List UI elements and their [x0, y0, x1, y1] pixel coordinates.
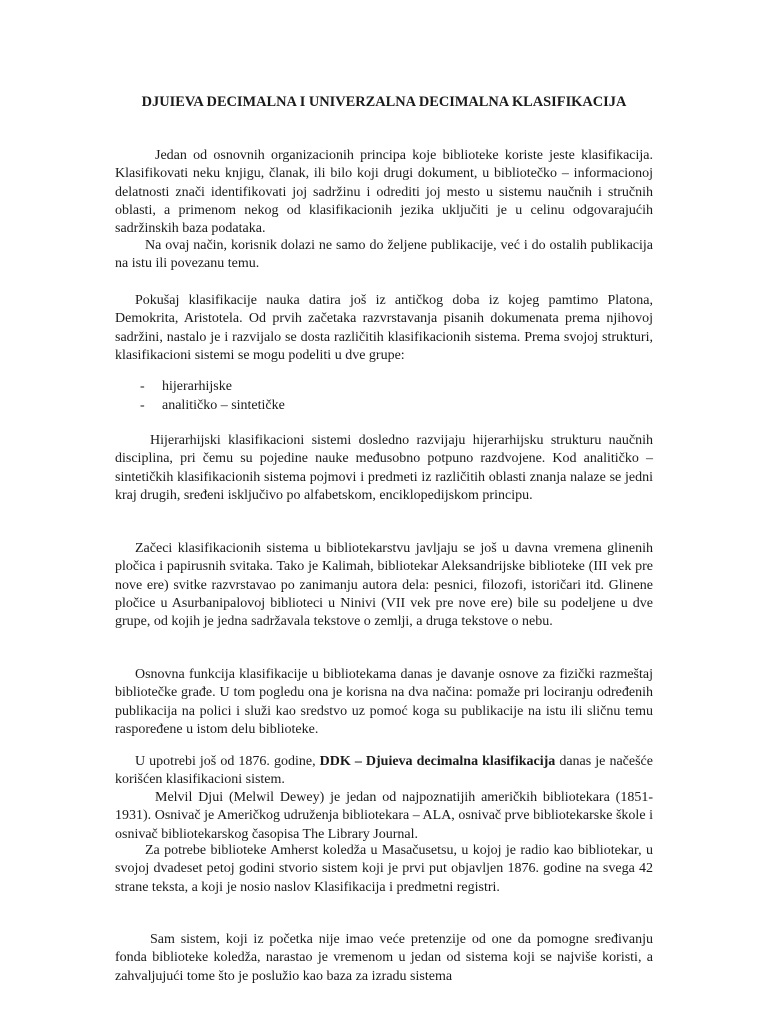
list-item: - hijerarhijske: [140, 379, 232, 394]
paragraph-history: Pokušaj klasifikacije nauka datira još iz antičkog doba iz kojeg pamtimo Platona, Demokrita, Aristotela. Od prvih začetaka razvrstavanja pisanih dokumenata prema njihovoj sadržini, nastalo je i razvijalo se dosta različitih klasifikacionih sistema. Prema svojoj strukturi, klasifikacioni sistemi se mogu podeliti u dve grupe:: [115, 293, 653, 363]
paragraph-amherst: Za potrebe biblioteke Amherst koledža u Masačusetsu, u kojoj je radio kao bibliotekar, u svojoj dvadeset petoj godini stvorio sistem koji je prvi put objavljen 1876. godine na svega 42 strane teksta, a koji je nosio naslov Klasifikacija i predmetni registri.: [115, 843, 653, 895]
document-title: DJUIEVA DECIMALNA I UNIVERZALNA DECIMALNA KLASIFIKACIJA: [141, 94, 627, 110]
ddk-bold-term: DDK – Djuieva decimalna klasifikacija: [319, 754, 556, 769]
paragraph-ddk-intro: U upotrebi još od 1876. godine, DDK – Djuieva decimalna klasifikacija danas je načešće korišćen klasifikacioni sistem.: [115, 754, 653, 788]
list-item: - analitičko – sintetičke: [140, 398, 285, 413]
paragraph-system-growth: Sam sistem, koji iz početka nije imao veće pretenzije od one da pomogne sređivanju fonda biblioteke koledža, narastao je vremenom u jedan od sistema koji se najviše koristi, a zahvaljujući tome što je poslužio kao baza za izradu sistema: [115, 932, 653, 984]
paragraph-dewey-bio: Melvil Djui (Melwil Dewey) je jedan od najpoznatijih američkih bibliotekara (1851-1931). Osnivač je Američkog udruženja bibliotekara – ALA, osnivač prve bibliotekarske škole i osnivač bibliotekarskog časopisa The Library Journal.: [115, 790, 653, 842]
paragraph-hierarchical: Hijerarhijski klasifikacioni sistemi dosledno razvijaju hijerarhijsku strukturu naučnih disciplina, pri čemu su pojedine nauke međusobno potpuno razdvojene. Kod analitičko – sintetičkih klasifikacionih sistema pojmovi i predmeti iz različitih oblasti znanja nalaze se jedni kraj drugih, sređeni isključivo po alfabetskom, enciklopedijskom principu.: [115, 433, 653, 503]
paragraph-origins: Začeci klasifikacionih sistema u bibliotekarstvu javljaju se još u davna vremena glinenih pločica i papirusnih svitaka. Tako je Kalimah, bibliotekar Aleksandrijske biblioteke (III vek pre nove ere) svitke razvrstavao po zanimanju autora dela: pesnici, filozofi, istoričari itd. Glinene pločice u Asurbanipalovoj biblioteci u Ninivi (VII vek pre nove ere) bile su podeljene u dve grupe, od kojih je jedna sadržavala tekstove o zemlji, a druga tekstove o nebu.: [115, 541, 653, 630]
paragraph-intro: Jedan od osnovnih organizacionih principa koje biblioteke koriste jeste klasifikacija. Klasifikovati neku knjigu, članak, ili bilo koji drugi dokument, u bibliotečko – informacionoj delatnosti znači identifikovati joj sadržinu i odrediti joj mesto u sistemu naučnih i stručnih oblasti, a primenom nekog od klasifikacionih jezika uključiti je u celinu odgovarajućih sadržinskih baza podataka.: [115, 148, 653, 237]
paragraph-function: Osnovna funkcija klasifikacije u bibliotekama danas je davanje osnove za fizički razmeštaj bibliotečke građe. U tom pogledu ona je korisna na dva načina: pomaže pri lociranju određenih publikacija na polici i služi kao sredstvo uz pomoć koga su publikacije na istu ili sličnu temu raspoređene u istom delu biblioteke.: [115, 667, 653, 737]
paragraph-user-access: Na ovaj način, korisnik dolazi ne samo do željene publikacije, već i do ostalih publikacija na istu ili povezanu temu.: [115, 238, 653, 272]
classification-types-list: [140, 377, 540, 415]
